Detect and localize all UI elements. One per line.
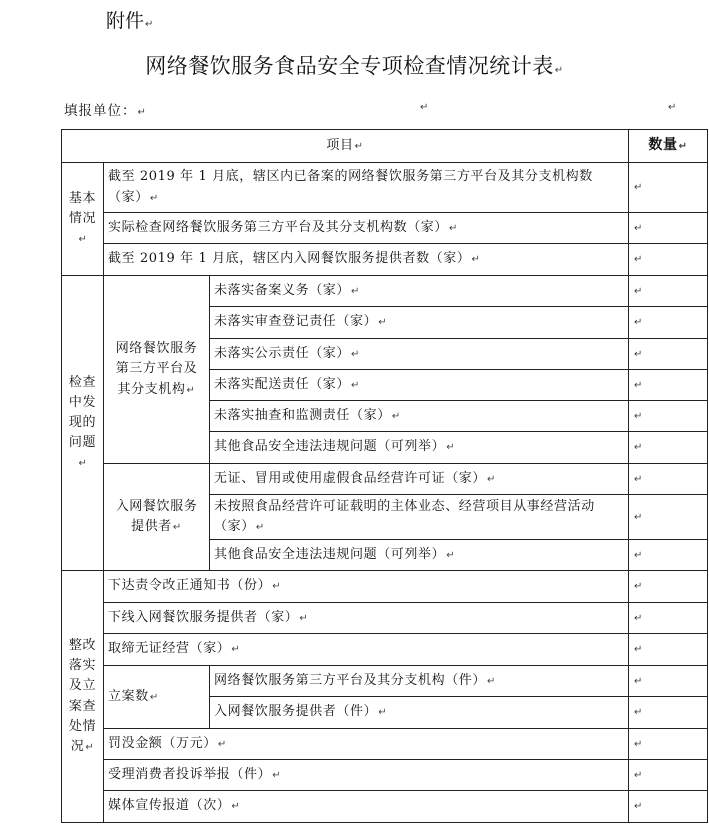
section-basic-label: 基本 情况↵: [62, 163, 104, 276]
item-cell: 未落实审查登记责任（家）↵: [210, 307, 629, 339]
quantity-cell[interactable]: ↵: [629, 163, 708, 213]
item-cell: 其他食品安全违法违规问题（可列举）↵: [210, 432, 629, 464]
item-cell: 截至 2019 年 1 月底，辖区内入网餐饮服务提供者数（家）↵: [104, 244, 629, 276]
quantity-cell[interactable]: ↵: [629, 760, 708, 791]
item-cell: 网络餐饮服务第三方平台及其分支机构（件）↵: [210, 666, 629, 697]
table-row: [62, 634, 708, 666]
paragraph-mark: ↵: [420, 102, 429, 113]
quantity-cell[interactable]: ↵: [629, 339, 708, 370]
table-row: [62, 163, 708, 213]
table-row: [62, 276, 708, 307]
paragraph-mark: ↵: [668, 102, 677, 113]
item-cell: 无证、冒用或使用虚假食品经营许可证（家）↵: [210, 464, 629, 495]
table-row: [62, 464, 708, 495]
table-row: [62, 603, 708, 634]
quantity-cell[interactable]: ↵: [629, 495, 708, 540]
item-cell: 取缔无证经营（家）↵: [104, 634, 629, 666]
quantity-cell[interactable]: ↵: [629, 276, 708, 307]
table-row: [62, 244, 708, 276]
group-provider-label: 入网餐饮服务 提供者↵: [104, 464, 210, 571]
item-cell: 罚没金额（万元）↵: [104, 729, 629, 760]
table-row: [62, 213, 708, 244]
section-issues-label: 检查 中发 现的 问题↵: [62, 276, 104, 571]
item-cell: 受理消费者投诉举报（件）↵: [104, 760, 629, 791]
section-rectification-label: 整改 落实 及立 案查 处情 况↵: [62, 571, 104, 823]
item-cell: 其他食品安全违法违规问题（可列举）↵: [210, 540, 629, 571]
header-item-cell: 项目↵: [62, 130, 629, 163]
header-quantity-cell: 数量↵: [629, 130, 708, 163]
item-cell: 未落实抽查和监测责任（家）↵: [210, 401, 629, 432]
statistics-table: [61, 129, 708, 823]
item-cell: 下达责令改正通知书（份）↵: [104, 571, 629, 603]
quantity-cell[interactable]: ↵: [629, 464, 708, 495]
item-cell: 截至 2019 年 1 月底，辖区内已备案的网络餐饮服务第三方平台及其分支机构数（家）↵: [104, 163, 629, 213]
group-platform-label: 网络餐饮服务 第三方平台及 其分支机构↵: [104, 276, 210, 464]
quantity-cell[interactable]: ↵: [629, 634, 708, 666]
quantity-cell[interactable]: ↵: [629, 307, 708, 339]
item-cell: 未落实配送责任（家）↵: [210, 370, 629, 401]
quantity-cell[interactable]: ↵: [629, 791, 708, 823]
document-title: 网络餐饮服务食品安全专项检查情况统计表↵: [145, 54, 564, 78]
quantity-cell[interactable]: ↵: [629, 540, 708, 571]
case-count-label: 立案数↵: [104, 666, 210, 729]
table-row: [62, 571, 708, 603]
item-cell: 未落实公示责任（家）↵: [210, 339, 629, 370]
quantity-cell[interactable]: ↵: [629, 213, 708, 244]
item-cell: 入网餐饮服务提供者（件）↵: [210, 697, 629, 729]
quantity-cell[interactable]: ↵: [629, 401, 708, 432]
item-cell: 未落实备案义务（家）↵: [210, 276, 629, 307]
table-row: [62, 760, 708, 791]
quantity-cell[interactable]: ↵: [629, 603, 708, 634]
item-cell: 未按照食品经营许可证载明的主体业态、经营项目从事经营活动（家）↵: [210, 495, 629, 540]
quantity-cell[interactable]: ↵: [629, 432, 708, 464]
table-row: [62, 729, 708, 760]
table-row: [62, 666, 708, 697]
quantity-cell[interactable]: ↵: [629, 571, 708, 603]
item-cell: 下线入网餐饮服务提供者（家）↵: [104, 603, 629, 634]
filler-unit-label: 填报单位：↵: [64, 103, 147, 119]
item-cell: 实际检查网络餐饮服务第三方平台及其分支机构数（家）↵: [104, 213, 629, 244]
table-header-row: [62, 130, 708, 163]
quantity-cell[interactable]: ↵: [629, 729, 708, 760]
quantity-cell[interactable]: ↵: [629, 697, 708, 729]
table-row: [62, 791, 708, 823]
item-cell: 媒体宣传报道（次）↵: [104, 791, 629, 823]
quantity-cell[interactable]: ↵: [629, 370, 708, 401]
quantity-cell[interactable]: ↵: [629, 666, 708, 697]
quantity-cell[interactable]: ↵: [629, 244, 708, 276]
attachment-label: 附件↵: [106, 10, 154, 32]
